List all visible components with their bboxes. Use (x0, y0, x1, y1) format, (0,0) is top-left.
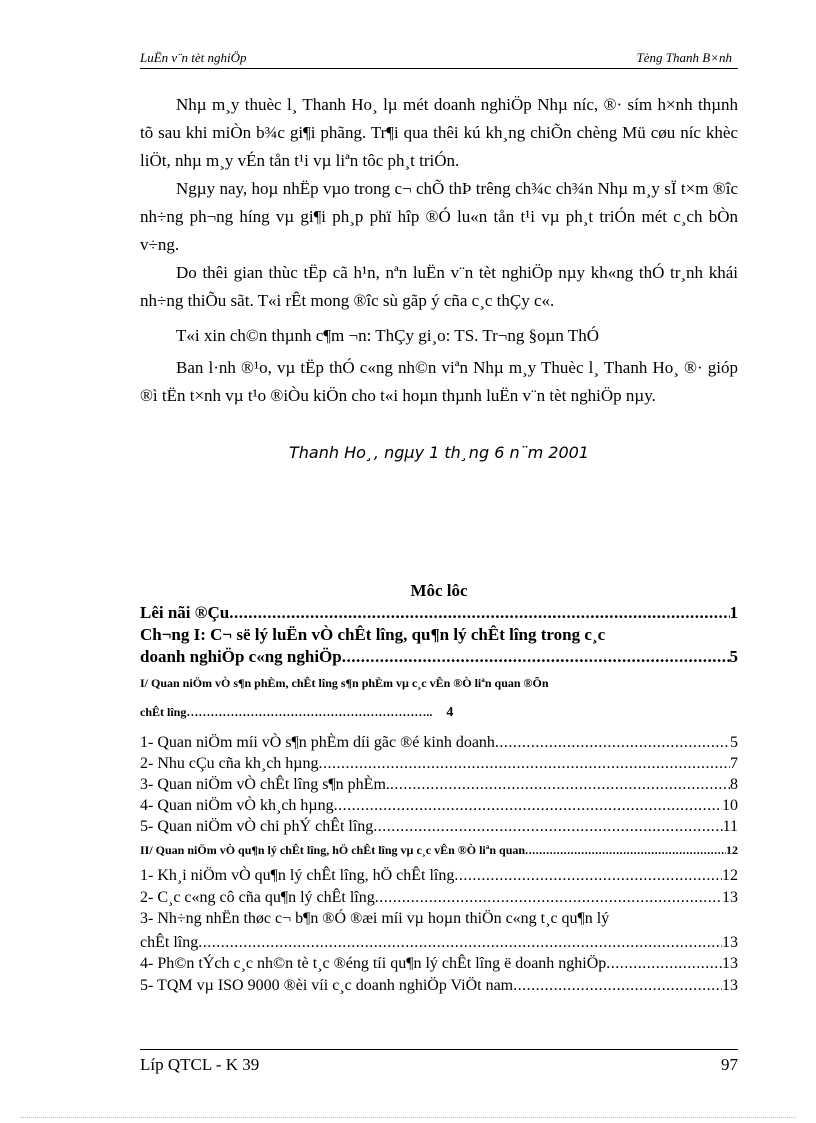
toc-item[interactable]: 1- Kh¸i niÖm vÒ qu¶n lý chÊt lîng, hÖ chÊt lîng ..... 12 (140, 865, 738, 885)
toc-title: Môc lôc (410, 581, 468, 600)
paragraph-1: Nhµ m¸y thuèc l¸ Thanh Ho¸ lµ mét doanh nghiÖp Nhµ níc, ®· sím h×nh thµnh tõ sau khi miÒn b¾c gi¶i phãng. Tr¶i qua thêi kú kh¸ng chiÕn chèng Mü cøu níc khèc liÖt, nhµ m¸y vÉn tån t¹i vµ liªn tôc ph¸t triÓn. (140, 95, 738, 170)
running-footer (140, 1049, 738, 1074)
running-header (140, 50, 738, 69)
paragraph-3: Do thêi gian thùc tËp cã h¹n, nªn luËn v¨n tèt nghiÖp nµy kh«ng thÓ tr¸nh khái nh÷ng thiÕu sãt. T«i rÊt mong ®îc sù gãp ý cña c¸c thÇy c«. (140, 263, 738, 310)
toc-item[interactable]: 5- Quan niÖm vÒ chi phÝ chÊt lîng ..... 11 (140, 816, 738, 836)
toc-item[interactable]: 1- Quan niÖm míi vÒ s¶n phÈm díi gãc ®é kinh doanh ..... 5 (140, 732, 738, 752)
page-edge-divider (20, 1117, 796, 1118)
toc-item[interactable]: 4- Ph©n tÝch c¸c nh©n tè t¸c ®éng tíi qu¶n lý chÊt lîng ë doanh nghiÖp ..... 13 (140, 953, 738, 973)
toc-entry-intro[interactable]: Lêi nãi ®Çu ..... 1 (140, 603, 738, 623)
toc-chapter-1-line2[interactable]: doanh nghiÖp c«ng nghiÖp ..... 5 (140, 647, 738, 667)
toc-item-3-line1[interactable]: 3- Nh÷ng nhËn thøc c¬ b¶n ®Ó ®æi míi vµ hoµn thiÖn c«ng t¸c qu¶n lý (140, 910, 610, 927)
toc-section-1-line1[interactable]: I/ Quan niÖm vÒ s¶n phÈm, chÊt lîng s¶n phÈm vµ c¸c vÊn ®Ò liªn quan ®Õn (140, 676, 549, 690)
toc-item[interactable]: 5- TQM vµ ISO 9000 ®èi víi c¸c doanh nghiÖp ViÖt nam ..... 13 (140, 975, 738, 995)
toc-chapter-1-line1[interactable]: Ch¬ng I: C¬ së lý luËn vÒ chÊt lîng, qu¶n lý chÊt lîng trong c¸c (140, 625, 606, 644)
toc-section-1-line2[interactable]: chÊt lîng…………………………………………………….. 4 (140, 705, 454, 720)
toc-item[interactable]: 3- Quan niÖm vÒ chÊt lîng s¶n phÈm. ..... 8 (140, 774, 738, 794)
toc-item[interactable]: 4- Quan niÖm vÒ kh¸ch hµng ..... 10 (140, 795, 738, 815)
paragraph-5: Ban l·nh ®¹o, vµ tËp thÓ c«ng nh©n viªn Nhµ m¸y Thuèc l¸ Thanh Ho¸ ®· gióp ®ì tËn t×nh vµ t¹o ®iÒu kiÖn cho t«i hoµn thµnh luËn v¨n tèt nghiÖp nµy. (140, 358, 738, 405)
toc-item[interactable]: 2- Nhu cÇu cña kh¸ch hµng ..... 7 (140, 753, 738, 773)
toc-item-3-line2[interactable]: chÊt lîng ..... 13 (140, 932, 738, 952)
paragraph-2: Ngµy nay, hoµ nhËp vµo trong c¬ chÕ thÞ trêng ch¾c ch¾n Nhµ m¸y sÏ t×m ®îc nh÷ng ph¬ng híng vµ gi¶i ph¸p phï hîp ®Ó lu«n tån t¹i vµ ph¸t triÓn mét c¸ch bÒn v÷ng. (140, 179, 738, 254)
footer-class: Líp QTCL - K 39 (140, 1055, 260, 1074)
toc-section-2[interactable]: II/ Quan niÖm vÒ qu¶n lý chÊt lîng, hÖ chÊt lîng vµ c¸c vÊn ®Ò liªn quan ..... 12 (140, 838, 738, 858)
header-author: Tèng Thanh B×nh (636, 50, 732, 65)
toc-item[interactable]: 2- C¸c c«ng cô cña qu¶n lý chÊt lîng ..... 13 (140, 887, 738, 907)
header-thesis-title: LuËn v¨n tèt nghiÖp (140, 50, 247, 65)
page-number: 97 (721, 1055, 738, 1074)
paragraph-4: T«i xin ch©n thµnh c¶m ¬n: ThÇy gi¸o: TS. Tr¬ng §oµn ThÓ (176, 326, 600, 345)
date-line: Thanh Ho¸, ngµy 1 th¸ng 6 n¨m 2001 (289, 443, 589, 462)
